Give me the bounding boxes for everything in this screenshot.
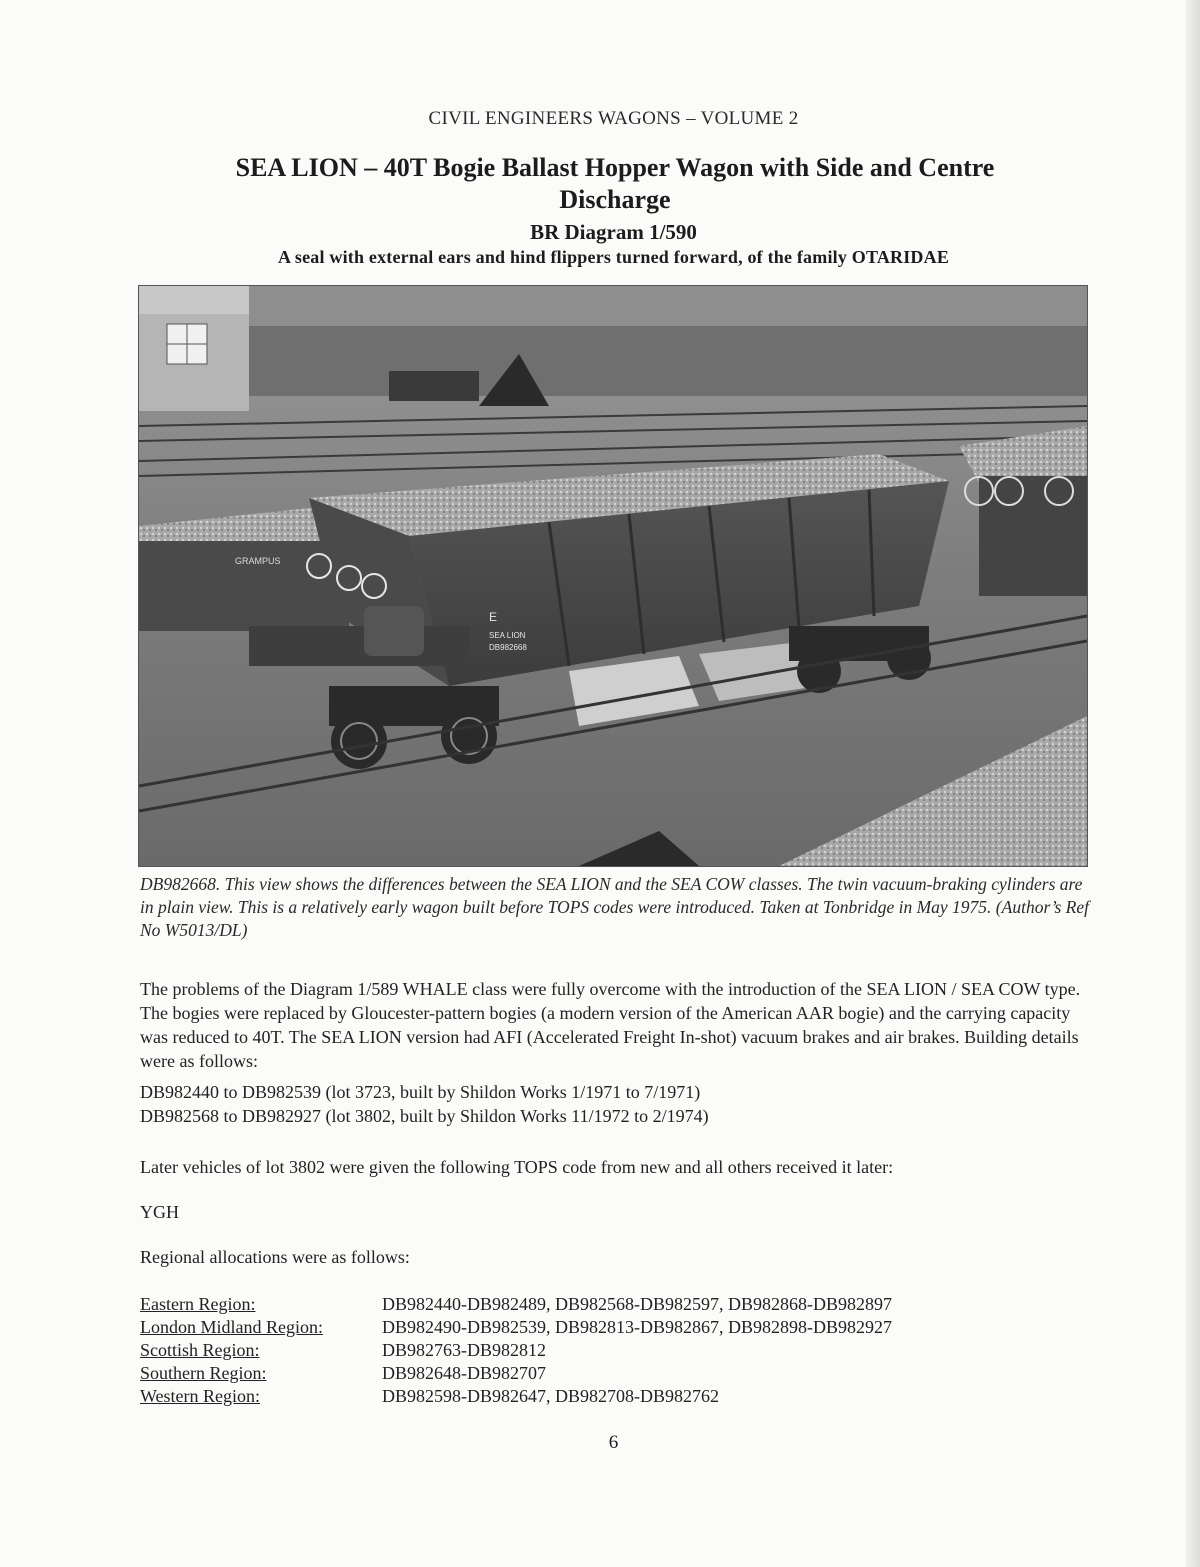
table-row: [140, 1362, 892, 1385]
intro-paragraph: The problems of the Diagram 1/589 WHALE class were fully overcome with the introduction of the SEA LION / SEA COW type. The bogies were replaced by Gloucester-pattern bogies (a modern version of the American AAR bogie) and the carrying capacity was reduced to 40T. The SEA LION version had AFI (Accelerated Freight In-shot) vacuum brakes and air brakes. Building details were as follows:: [140, 979, 1081, 1071]
region-ranges: DB982598-DB982647, DB982708-DB982762: [382, 1386, 720, 1406]
tagline: A seal with external ears and hind flippers turned forward, of the family OTARIDAE: [277, 247, 950, 267]
region-name: Western Region:: [140, 1386, 261, 1406]
left-wagon-marking: GRAMPUS: [235, 556, 281, 566]
photo-caption: DB982668. This view shows the differences between the SEA LION and the SEA COW classes. The twin vacuum-braking cylinders are in plain view. This is a relatively early wagon built before TOPS codes were introduced. Taken at Tonbridge in May 1975. (Author’s Ref No W5013/DL): [140, 874, 1089, 940]
region-allocation-table: [140, 1293, 892, 1408]
region-ranges: DB982490-DB982539, DB982813-DB982867, DB982898-DB982927: [382, 1317, 893, 1337]
region-name: London Midland Region:: [140, 1317, 323, 1337]
diagram-subtitle: BR Diagram 1/590: [530, 220, 697, 244]
region-name: Scottish Region:: [140, 1340, 260, 1360]
wagon-number-marking: DB982668: [489, 643, 527, 652]
region-name: Southern Region:: [140, 1363, 267, 1383]
region-ranges: DB982763-DB982812: [382, 1340, 547, 1360]
region-name: Eastern Region:: [140, 1294, 256, 1314]
page-number: 6: [608, 1432, 619, 1453]
table-row: [140, 1339, 892, 1362]
wagon-region-marking: E: [489, 610, 498, 624]
region-ranges: DB982440-DB982489, DB982568-DB982597, DB982868-DB982897: [382, 1294, 893, 1314]
table-row: [140, 1316, 892, 1339]
table-row: [140, 1385, 892, 1408]
tops-intro: Later vehicles of lot 3802 were given the following TOPS code from new and all others received it later:: [140, 1157, 894, 1177]
lot-line: DB982568 to DB982927 (lot 3802, built by Shildon Works 11/1972 to 2/1974): [140, 1106, 709, 1126]
wagon-photo: [138, 285, 1088, 867]
table-row: [140, 1293, 892, 1316]
lot-line: DB982440 to DB982539 (lot 3723, built by Shildon Works 1/1971 to 7/1971): [140, 1082, 701, 1102]
regions-intro: Regional allocations were as follows:: [140, 1247, 410, 1267]
lot-list: [140, 1080, 1090, 1128]
region-ranges: DB982648-DB982707: [382, 1363, 547, 1383]
running-header: CIVIL ENGINEERS WAGONS – VOLUME 2: [428, 108, 799, 129]
wagon-class-marking: SEA LION: [489, 631, 526, 640]
tops-code: YGH: [140, 1202, 179, 1222]
page-title: SEA LION – 40T Bogie Ballast Hopper Wagon with Side and Centre Discharge: [235, 153, 995, 214]
